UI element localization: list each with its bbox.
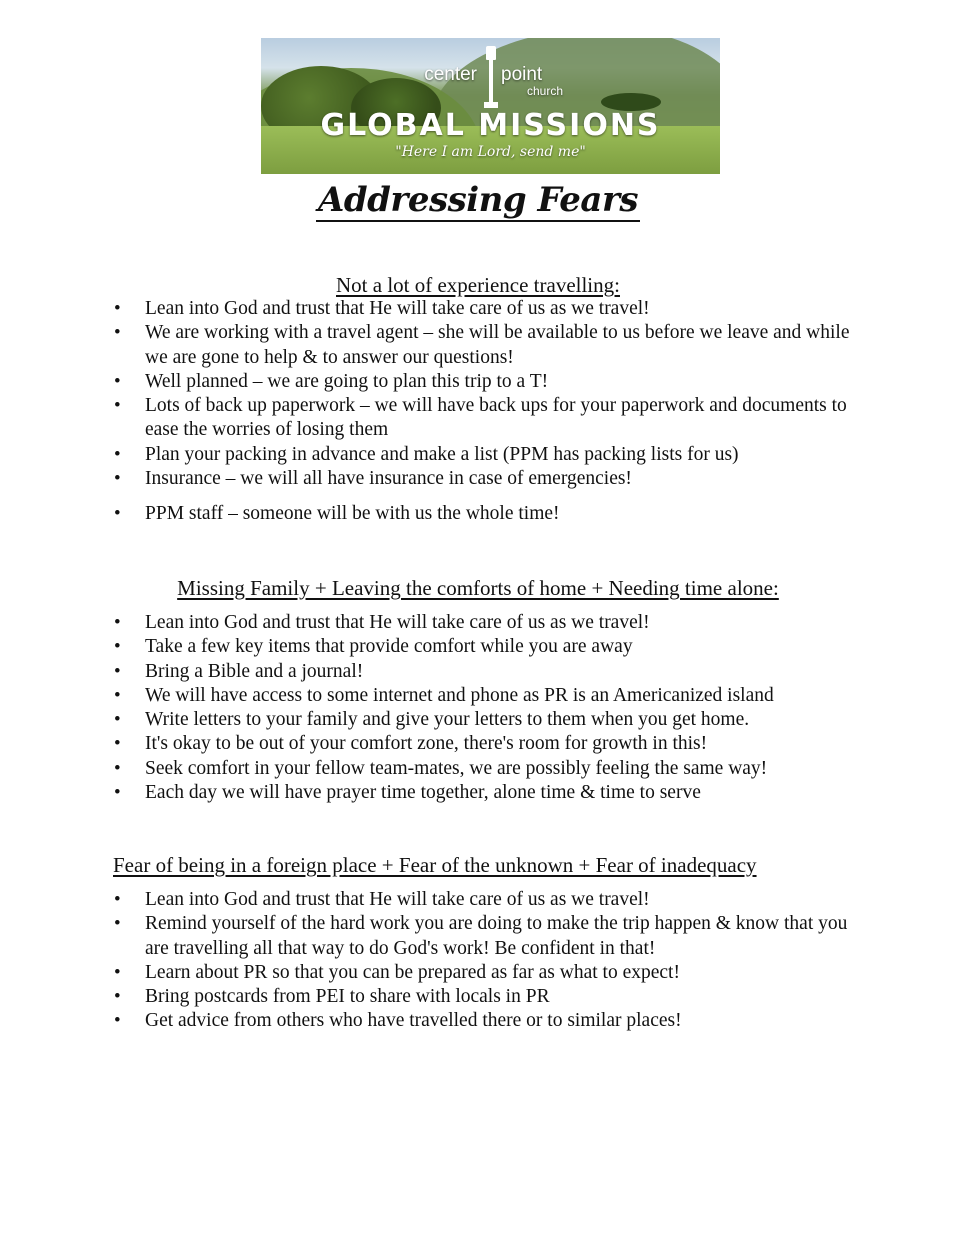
lamppost-icon: [484, 46, 498, 108]
section-travel-experience: [0, 273, 956, 527]
section-missing-family: [0, 576, 956, 805]
list-item: • Plan your packing in advance and make a list (PPM has packing lists for us): [114, 443, 739, 465]
list-item: • Take a few key items that provide comfort while you are away: [114, 636, 633, 658]
list-item: • Learn about PR so that you can be prepared as far as what to expect!: [114, 961, 680, 983]
list-item: • Get advice from others who have travelled there or to similar places!: [114, 1010, 682, 1032]
page-title-text: Addressing Fears: [318, 180, 638, 220]
list-item: • Write letters to your family and give your letters to them when you get home.: [114, 709, 750, 731]
list-item: • We will have access to some internet and phone as PR is an Americanized island: [114, 684, 774, 706]
list-item: • Bring postcards from PEI to share with locals in PR: [114, 986, 550, 1008]
list-item: • Each day we will have prayer time together, alone time & time to serve: [114, 782, 701, 804]
section-heading: Missing Family + Leaving the comforts of home + Needing time alone:: [177, 576, 779, 600]
global-missions-banner: [261, 38, 720, 174]
list-item: • Lots of back up paperwork – we will have back ups for your paperwork and documents to ease the worries of losing them: [114, 395, 847, 441]
list-item: • Bring a Bible and a journal!: [114, 660, 364, 682]
logo-word-center: center: [424, 64, 477, 85]
list-item: • Insurance – we will all have insurance in case of emergencies!: [114, 468, 632, 490]
bullet-list: [0, 888, 956, 1034]
logo-word-church: church: [527, 84, 564, 98]
section-heading: Fear of being in a foreign place + Fear of the unknown + Fear of inadequacy: [113, 853, 757, 877]
list-item: • Remind yourself of the hard work you are doing to make the trip happen & know that you are travelling all that way to do God's work! Be confident in that!: [114, 913, 848, 959]
list-item: • We are working with a travel agent – she will be available to us before we leave and while we are gone to help & to answer our questions!: [114, 322, 850, 368]
banner-heading: GLOBAL MISSIONS: [320, 108, 661, 143]
list-item: • Lean into God and trust that He will take care of us as we travel!: [114, 889, 650, 910]
list-item: • Seek comfort in your fellow team-mates, we are possibly feeling the same way!: [114, 757, 768, 779]
bullet-list: [0, 297, 956, 527]
section-heading: Not a lot of experience travelling:: [336, 273, 620, 297]
list-item: • Well planned – we are going to plan this trip to a T!: [114, 370, 549, 392]
list-item: • Lean into God and trust that He will take care of us as we travel!: [114, 612, 650, 633]
page-title: [0, 180, 956, 220]
banner-verse: "Here I am Lord, send me": [395, 144, 586, 160]
bullet-list: [0, 611, 956, 805]
list-item: • PPM staff – someone will be with us the whole time!: [114, 503, 560, 525]
list-item: • It's okay to be out of your comfort zone, there's room for growth in this!: [114, 733, 708, 755]
logo-word-point: point: [501, 64, 543, 85]
list-item: • Lean into God and trust that He will take care of us as we travel!: [114, 298, 650, 319]
section-foreign-place: [0, 853, 956, 1034]
